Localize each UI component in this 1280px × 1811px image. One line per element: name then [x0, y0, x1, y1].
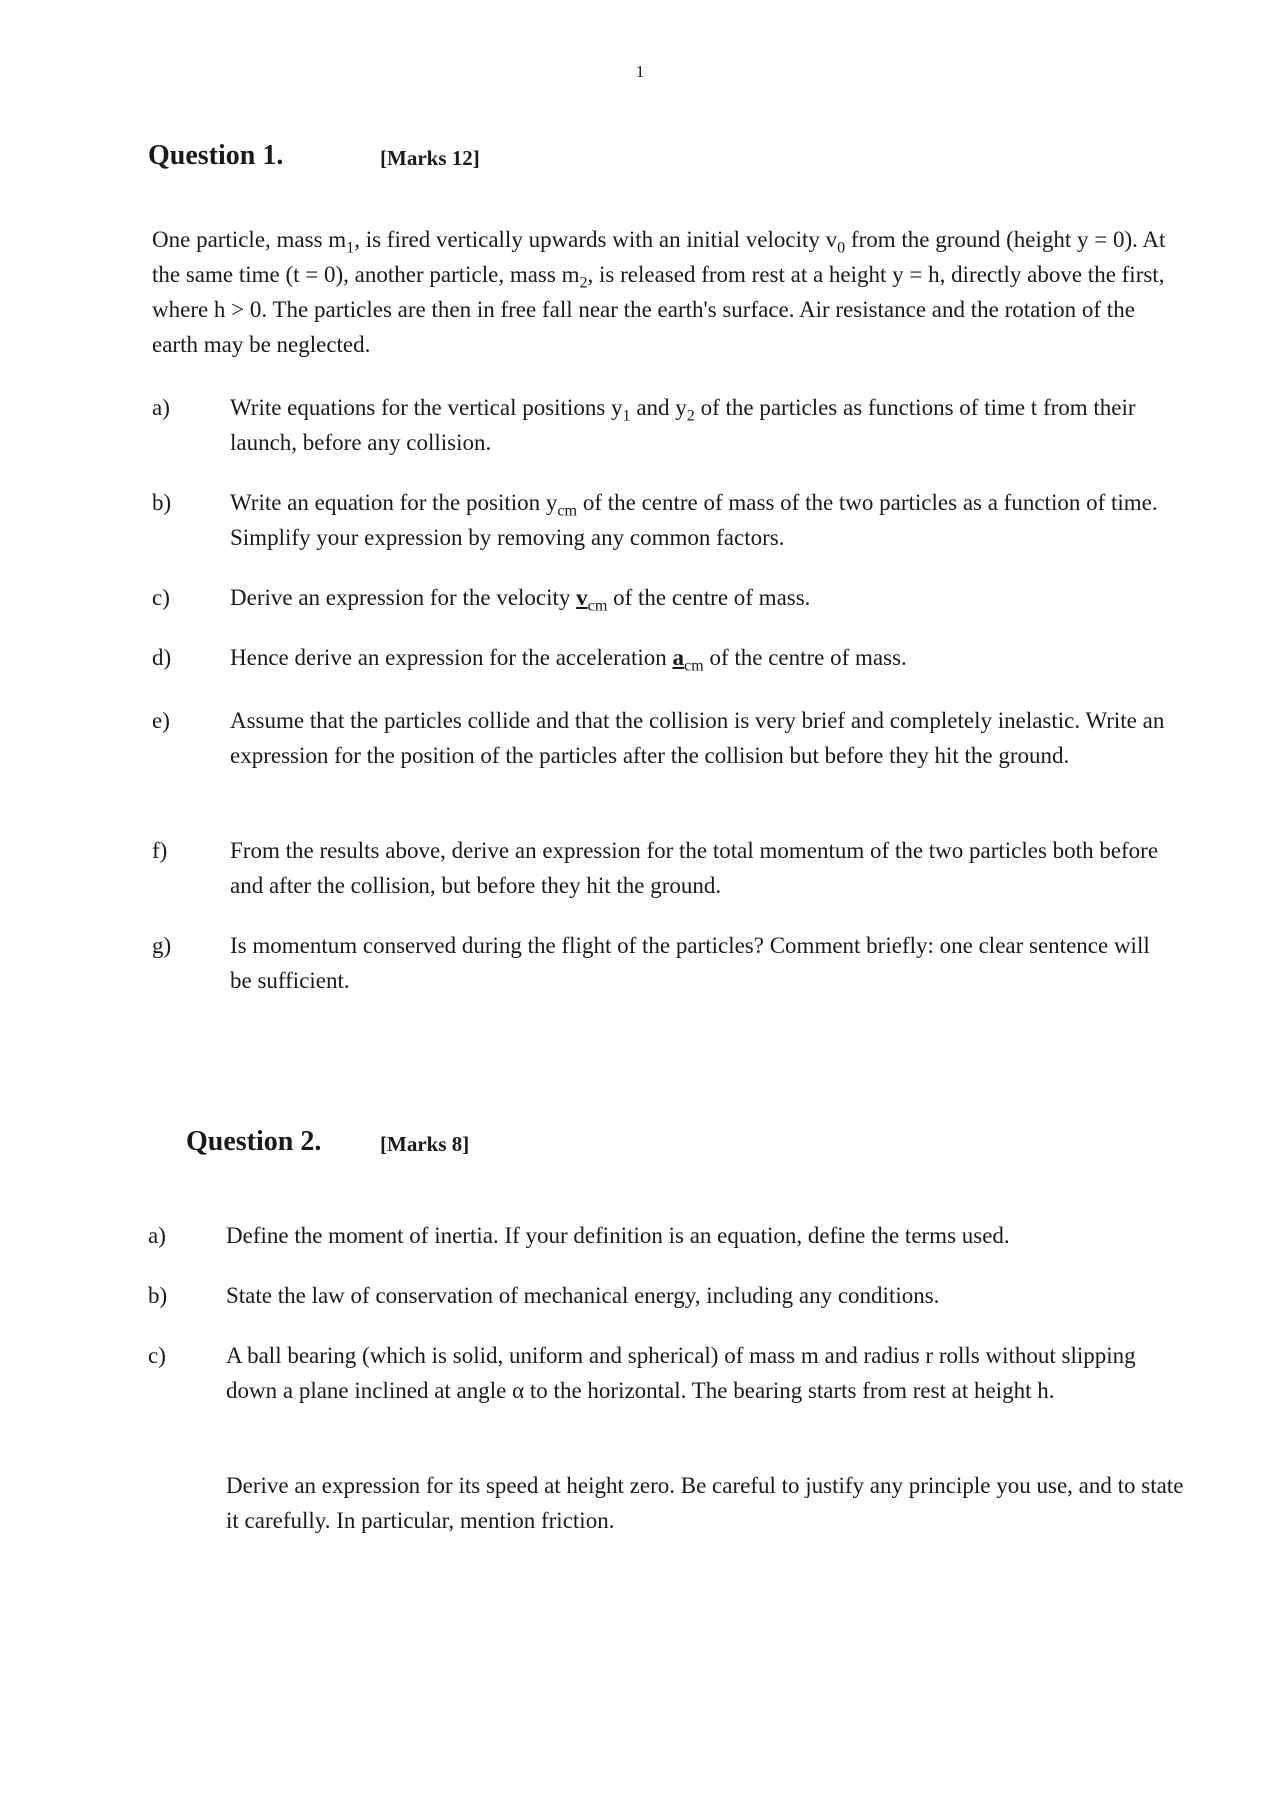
q1-c-sub-1: cm: [587, 597, 608, 615]
q1-item-e-text: Assume that the particles collide and that the collision is very brief and completely inelastic. Write an expression for the position of the particles after the collision but before they hit the ground.: [230, 708, 1165, 768]
q1-c-text-2: of the centre of mass.: [607, 585, 811, 610]
q1-item-b-text: [230, 485, 1175, 555]
question-1-marks: [Marks 12]: [380, 146, 480, 170]
q1-a-sub-1: 1: [622, 407, 631, 425]
q1-b-sub-1: cm: [557, 502, 578, 520]
q1-a-text-2: and y: [630, 395, 687, 420]
q1-a-sub-2: 2: [686, 407, 695, 425]
question-1-title: Question 1.: [148, 140, 284, 171]
q2-item-a-label: a): [148, 1223, 166, 1248]
question-2-title: Question 2.: [186, 1126, 322, 1157]
q2-item-c-label: c): [148, 1343, 166, 1368]
acceleration-vector-symbol: a: [672, 645, 685, 670]
q1-a-text-3: of the particles as functions of time t from their launch, before any collision.: [230, 395, 1136, 455]
page-number: 1: [635, 62, 645, 81]
q1-item-c-label: c): [152, 585, 170, 610]
intro-sub-2: 0: [837, 239, 846, 257]
q1-item-b-label: b): [152, 490, 172, 515]
q1-b-text-2: of the centre of mass of the two particles as a function of time. Simplify your expression by removing any common factors.: [230, 490, 1158, 550]
q2-item-c-text: A ball bearing (which is solid, uniform and spherical) of mass m and radius r rolls without slipping down a plane inclined at angle α to the horizontal. The bearing starts from rest at height h.: [226, 1343, 1136, 1403]
q2-item-a-text: Define the moment of inertia. If your definition is an equation, define the terms used.: [226, 1223, 1010, 1248]
q1-item-e-label: e): [152, 708, 170, 733]
q1-item-f-text: From the results above, derive an expression for the total momentum of the two particles both before and after the collision, but before they hit the ground.: [230, 838, 1159, 898]
q1-d-text-1: Hence derive an expression for the acceleration: [230, 645, 673, 670]
velocity-vector-symbol: v: [576, 585, 588, 610]
q1-item-g-text: Is momentum conserved during the flight of the particles? Comment briefly: one clear sentence will be sufficient.: [230, 933, 1150, 993]
q1-item-d-text: [230, 640, 1175, 675]
q1-item-a-label: a): [152, 395, 170, 420]
intro-text-2: , is fired vertically upwards with an initial velocity v: [354, 227, 838, 252]
q1-item-d-label: d): [152, 645, 172, 670]
q1-b-text-1: Write an equation for the position y: [230, 490, 558, 515]
question-1-intro: [152, 222, 1177, 362]
q2-item-b-text: State the law of conservation of mechanical energy, including any conditions.: [226, 1283, 940, 1308]
intro-text-1: One particle, mass m: [152, 227, 347, 252]
question-2-marks: [Marks 8]: [380, 1132, 470, 1156]
intro-text-3: from the ground (height y = 0). At the same time (t = 0), another particle, mass m: [152, 227, 1166, 287]
intro-sub-1: 1: [346, 239, 355, 257]
q1-item-f-label: f): [152, 838, 168, 863]
q1-item-g-label: g): [152, 933, 172, 958]
q1-d-sub-1: cm: [684, 657, 704, 675]
q1-item-c-text: [230, 580, 1175, 615]
intro-sub-3: 2: [579, 274, 588, 292]
q1-a-text-1: Write equations for the vertical positions y: [230, 395, 623, 420]
q1-d-text-2: of the centre of mass.: [703, 645, 907, 670]
q2-item-c-text-continued: Derive an expression for its speed at height zero. Be careful to justify any principle you use, and to state it carefully. In particular, mention friction.: [226, 1473, 1184, 1533]
q1-item-a-text: [230, 390, 1175, 460]
q1-c-text-1: Derive an expression for the velocity: [230, 585, 577, 610]
intro-text-4: , is released from rest at a height y = h, directly above the first, where h > 0. The particles are then in free fall near the earth's surface. Air resistance and the rotation of the earth may be neglected.: [152, 262, 1165, 357]
q2-item-b-label: b): [148, 1283, 168, 1308]
